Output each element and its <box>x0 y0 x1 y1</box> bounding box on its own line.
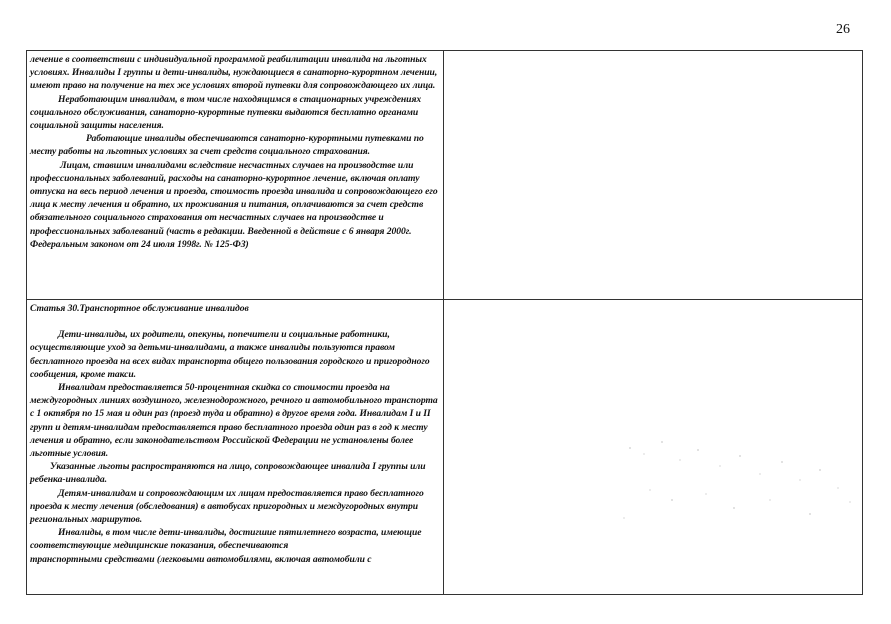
paragraph: Работающие инвалиды обеспечиваются санаторно-курортными путевками по месту работы на льготных условиях за счет средств социального страхования. <box>30 133 424 158</box>
table-row <box>27 300 863 595</box>
paragraph: Детям-инвалидам и сопровождающим их лицам предоставляется право бесплатного проезда к месту лечения (обследования) в автобусах пригородных и междугородных внутри региональных маршрутов. <box>30 487 424 526</box>
paragraph: лечение в соответствии с индивидуальной программой реабилитации инвалида на льготных условиях. Инвалиды I группы и дети-инвалиды, нуждающиеся в санаторно-курортном лечении, имеют право на получение на тех же условиях второй путевки для сопровождающего их лица. <box>30 54 438 92</box>
empty-comment-cell <box>444 300 863 595</box>
article-29-text-cell <box>27 51 444 300</box>
article-30-text-cell <box>27 300 444 595</box>
page-number: 26 <box>836 22 850 37</box>
paragraph: транспортными средствами (легковыми автомобилями, включая автомобили с <box>30 553 372 565</box>
paragraph: Дети-инвалиды, их родители, опекуны, попечители и социальные работники, осуществляющие уход за детьми-инвалидами, а также инвалиды пользуются правом бесплатного проезда на всех видах транспорта общего пользования городского и пригородного сообщения, кроме такси. <box>30 329 430 380</box>
document-table <box>26 50 863 595</box>
paragraph: Лицам, ставшим инвалидами вследствие несчастных случаев на производстве или профессиональных заболеваний, расходы на санаторно-курортное лечение, включая оплату отпуска на весь период лечения и проезда, стоимость проезда инвалида и сопровождающего его лица к месту лечения и обратно, их проживания и питания, оплачиваются за счет средств обязательного социального страхования от несчастных случаев на производстве и профессиональных заболеваний (часть в редакции. Введенной в действие с 6 января 2000г. Федеральным законом от 24 июля 1998г. № 125-ФЗ) <box>30 159 438 250</box>
paragraph: Указанные льготы распространяются на лицо, сопровождающее инвалида I группы или ребенка-инвалида. <box>30 461 426 486</box>
paragraph: Инвалидам предоставляется 50-процентная скидка со стоимости проезда на междугородных линиях воздушного, железнодорожного, речного и автомобильного транспорта с 1 октября по 15 мая и один раз (проезд туда и обратно) в другое время года. Инвалидам I и II групп и детям-инвалидам предоставляется право бесплатного проезда один раз в год к месту лечения и обратно, если законодательством Российской Федерации не установлены более льготные условия. <box>30 382 438 460</box>
empty-comment-cell <box>444 51 863 300</box>
paragraph: Неработающим инвалидам, в том числе находящимся в стационарных учреждениях социального обслуживания, санаторно-курортные путевки выдаются бесплатно органами социальной защиты населения. <box>30 93 422 132</box>
table-row <box>27 51 863 300</box>
paragraph: Инвалиды, в том числе дети-инвалиды, достигшие пятилетнего возраста, имеющие соответствующие медицинские показания, обеспечиваются <box>30 527 422 552</box>
article-title: Статья 30.Транспортное обслуживание инвалидов <box>30 303 249 314</box>
